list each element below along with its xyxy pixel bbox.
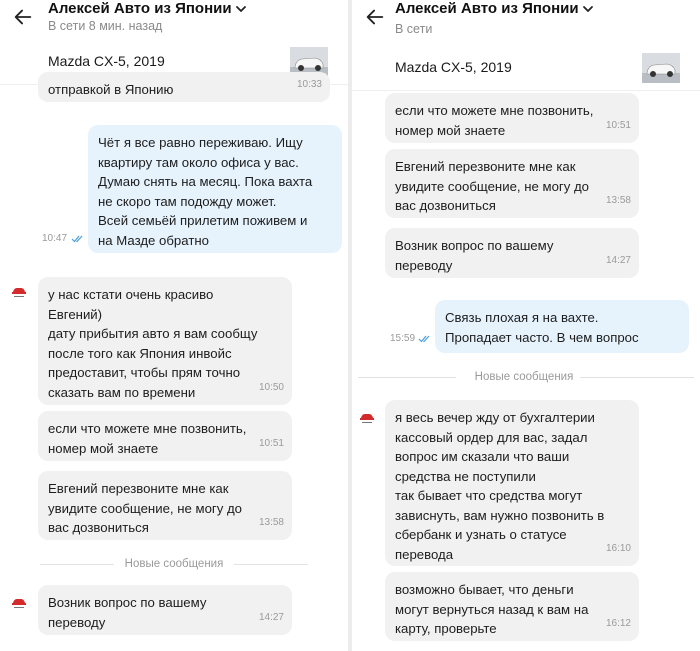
message-text: у нас кстати очень красиво Евгений) дату прибытия авто я вам сообщу после того как Япония инвойс предоставит, чтобы прям точно сказать вам по времени	[48, 287, 258, 400]
back-arrow-icon[interactable]	[12, 6, 34, 28]
new-messages-divider	[352, 370, 700, 384]
listing-title: Mazda CX-5, 2019	[395, 59, 512, 75]
message-list[interactable]	[352, 92, 700, 651]
double-check-icon	[71, 234, 85, 243]
message-incoming	[38, 72, 330, 102]
back-arrow-icon[interactable]	[364, 6, 386, 28]
message-incoming	[38, 411, 292, 461]
new-messages-divider	[0, 557, 348, 571]
chat-screen-left	[0, 0, 348, 651]
message-text: если что можете мне позвонить, номер мой знаете	[395, 103, 594, 138]
message-incoming	[385, 572, 639, 641]
message-time: 10:47	[42, 233, 68, 244]
message-time: 14:27	[605, 254, 631, 266]
online-status: В сети	[395, 22, 433, 36]
message-time: 10:51	[258, 437, 284, 449]
message-time: 16:12	[605, 617, 631, 629]
message-text: Чёт я все равно переживаю. Ищу квартиру там около офиса у вас. Думаю снять на месяц. Пока вахта не скоро там подожду может. Всей семьёй прилетим поживем и на Мазде обратно	[98, 135, 313, 248]
online-status: В сети 8 мин. назад	[48, 19, 163, 33]
message-time: 10:50	[258, 381, 284, 393]
listing-bar[interactable]	[352, 46, 700, 91]
chat-header	[352, 0, 700, 40]
message-time: 10:33	[296, 78, 322, 90]
seller-logo-icon[interactable]	[6, 279, 32, 305]
seller-logo-icon[interactable]	[6, 590, 32, 616]
chevron-down-icon	[235, 3, 247, 15]
message-time: 13:58	[605, 194, 631, 206]
double-check-icon	[418, 334, 432, 343]
listing-title: Mazda CX-5, 2019	[48, 53, 165, 69]
chat-screen-right	[352, 0, 700, 651]
car-thumbnail[interactable]	[642, 53, 680, 83]
new-messages-label: Новые сообщения	[124, 558, 224, 570]
message-time: 16:10	[605, 542, 631, 554]
message-time: 10:51	[605, 119, 631, 131]
message-list[interactable]	[0, 78, 348, 651]
message-time: 14:27	[258, 611, 284, 623]
message-text: возможно бывает, что деньги могут вернуться назад к вам на карту, проверьте	[395, 582, 589, 636]
message-text: я весь вечер жду от бухгалтерии кассовый ордер для вас, задал вопрос им сказали что ваши средства не поступили так бывает что средства могут зависнуть, вам нужно позвонить в сбербанк и узнать о статусе перевода	[395, 410, 605, 562]
message-incoming	[38, 471, 292, 540]
chat-header	[0, 0, 348, 40]
message-time: 13:58	[258, 516, 284, 528]
message-incoming	[38, 585, 292, 635]
message-outgoing	[88, 125, 342, 253]
contact-name: Алексей Авто из Японии	[48, 0, 232, 17]
message-incoming	[385, 228, 639, 278]
message-text: отправкой в Японию	[48, 82, 174, 97]
message-time: 15:59	[390, 333, 416, 344]
message-incoming	[385, 149, 639, 218]
message-text: Связь плохая я на вахте. Пропадает часто. В чем вопрос	[445, 310, 639, 345]
message-incoming	[38, 277, 292, 405]
chevron-down-icon	[582, 3, 594, 15]
message-incoming	[385, 400, 639, 566]
message-text: Возник вопрос по вашему переводу	[395, 238, 554, 273]
new-messages-label: Новые сообщения	[474, 371, 574, 383]
contact-title-row[interactable]	[48, 0, 247, 18]
contact-title-row[interactable]	[395, 0, 594, 18]
message-outgoing	[435, 300, 689, 353]
message-text: Возник вопрос по вашему переводу	[48, 595, 207, 630]
contact-name: Алексей Авто из Японии	[395, 0, 579, 17]
seller-logo-icon[interactable]	[354, 405, 380, 431]
message-text: если что можете мне позвонить, номер мой знаете	[48, 421, 247, 456]
message-text: Евгений перезвоните мне как увидите сообщение, не могу до вас дозвониться	[395, 159, 590, 213]
message-text: Евгений перезвоните мне как увидите сообщение, не могу до вас дозвониться	[48, 481, 243, 535]
message-incoming	[385, 93, 639, 143]
